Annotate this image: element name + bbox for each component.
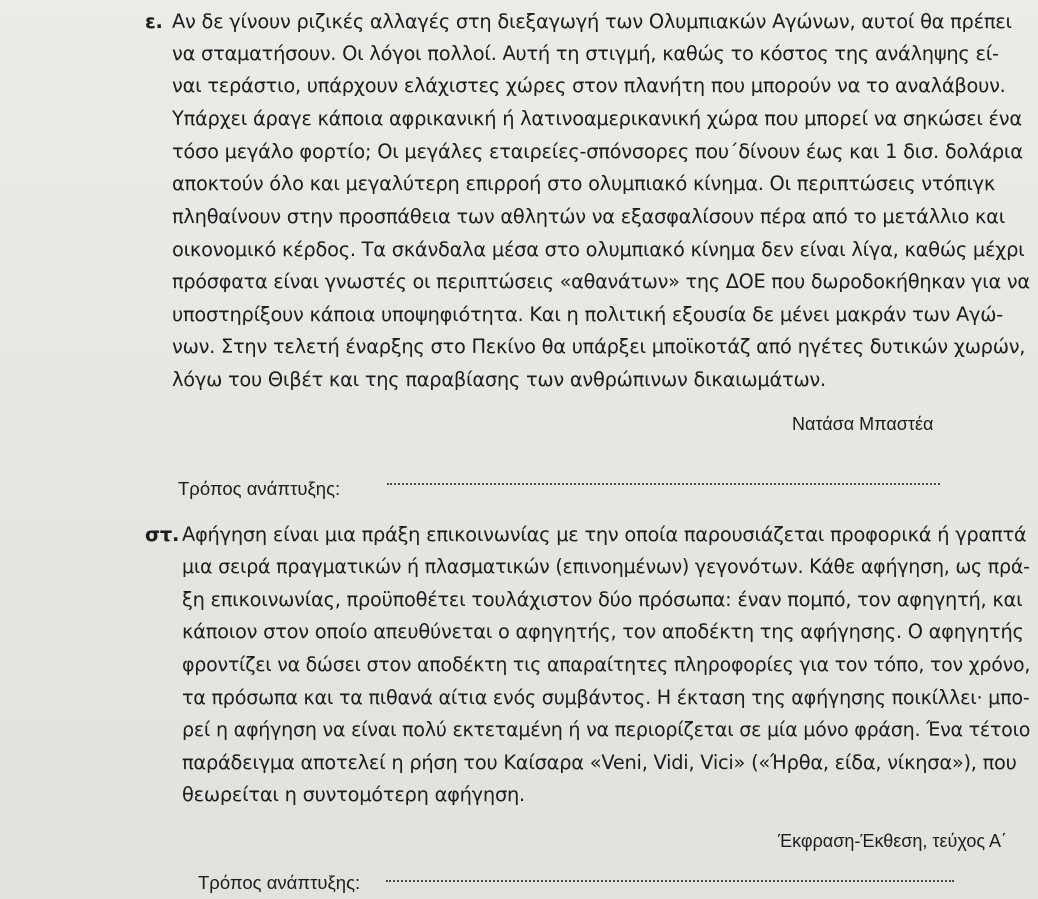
section-e-line-12: λόγω του Θιβέτ και της παραβίασης των ανθρώπινων δικαιωμάτων. (172, 368, 826, 391)
section-e-line-9: πρόσφατα είναι γνωστές οι περιπτώσεις «αθανάτων» της ΔΟΕ που δωροδοκήθηκαν για να (172, 270, 1030, 293)
section-e-line-5: τόσο μεγάλο φορτίο; Οι μεγάλες εταιρείες-σπόνσορες που΄δίνουν έως και 1 δισ. δολάρια (172, 140, 1023, 163)
section-st-line-5: φροντίζει να δώσει στον αποδέκτη τις απαραίτητες πληροφορίες για τον τόπο, τον χρόνο, (182, 653, 1031, 676)
section-e-line-8: οικονομικό κέρδος. Τα σκάνδαλα μέσα στο ολυμπιακό κίνημα δεν είναι λίγα, καθώς μέχρι (172, 238, 1025, 261)
section-e-line-10: υποστηρίξουν κάποια υποψηφιότητα. Και η πολιτική εξουσία δε μένει μακράν των Αγώ- (172, 303, 1003, 326)
section-st-marker: στ. (145, 523, 180, 546)
section-st-line-6: τα πρόσωπα και τα πιθανά αίτια ενός συμβάντος. Η έκταση της αφήγησης ποικίλλει· μπο- (182, 686, 1030, 709)
section-st-line-4: κάποιον στον οποίο απευθύνεται ο αφηγητής, τον αποδέκτη της αφήγησης. Ο αφηγητής (182, 620, 1024, 643)
section-e-answer-line[interactable] (387, 483, 940, 485)
section-st-line-8: παράδειγμα αποτελεί η ρήση του Καίσαρα «Veni, Vidi, Vici» («Ήρθα, είδα, νίκησα»), που (182, 751, 1017, 774)
section-e-marker: ε. (145, 10, 163, 33)
section-e-line-6: αποκτούν όλο και μεγαλύτερη επιρροή στο ολυμπιακό κίνημα. Οι περιπτώσεις ντόπιγκ (172, 172, 996, 195)
section-e-line-3: ναι τεράστιο, υπάρχουν ελάχιστες χώρες στον πλανήτη που μπορούν να το αναλάβουν. (172, 74, 1006, 97)
section-st-author: Έκφραση-Έκθεση, τεύχος Α΄ (778, 831, 1008, 851)
section-e-line-2: να σταματήσουν. Οι λόγοι πολλοί. Αυτή τη στιγμή, καθώς το κόστος της ανάληψης εί- (172, 42, 999, 65)
section-st-prompt-label: Τρόπος ανάπτυξης: (198, 872, 361, 893)
section-st-line-7: ρεί η αφήγηση να είναι πολύ εκτεταμένη ή να περιορίζεται σε μία μόνο φράση. Ένα τέτοιο (182, 718, 1031, 741)
section-e-line-7: πληθαίνουν στην προσπάθεια των αθλητών να εξασφαλίσουν πέρα από το μετάλλιο και (172, 205, 1006, 228)
section-e-line-4: Υπάρχει άραγε κάποια αφρικανική ή λατινοαμερικανική χώρα που μπορεί να σηκώσει ένα (172, 107, 1022, 130)
section-e-author: Νατάσα Μπαστέα (792, 414, 934, 434)
section-st-line-9: θεωρείται η συντομότερη αφήγηση. (182, 783, 525, 806)
section-st-line-1: Αφήγηση είναι μια πράξη επικοινωνίας με την οποία παρουσιάζεται προφορικά ή γραπτά (182, 523, 1027, 546)
section-e-prompt-label: Τρόπος ανάπτυξης: (178, 478, 341, 499)
section-st-line-2: μια σειρά πραγματικών ή πλασματικών (επινοημένων) γεγονότων. Κάθε αφήγηση, ως πρά- (182, 555, 1030, 578)
section-st-line-3: ξη επικοινωνίας, προϋποθέτει τουλάχιστον δύο πρόσωπα: έναν πομπό, τον αφηγητή, και (182, 588, 1023, 611)
section-e-line-1: Αν δε γίνουν ριζικές αλλαγές στη διεξαγωγή των Ολυμπιακών Αγώνων, αυτοί θα πρέπει (172, 10, 1012, 33)
section-e-line-11: νων. Στην τελετή έναρξης στο Πεκίνο θα υπάρξει μποϊκοτάζ από ηγέτες δυτικών χωρών, (172, 335, 1026, 358)
section-st-answer-line[interactable] (386, 880, 954, 882)
